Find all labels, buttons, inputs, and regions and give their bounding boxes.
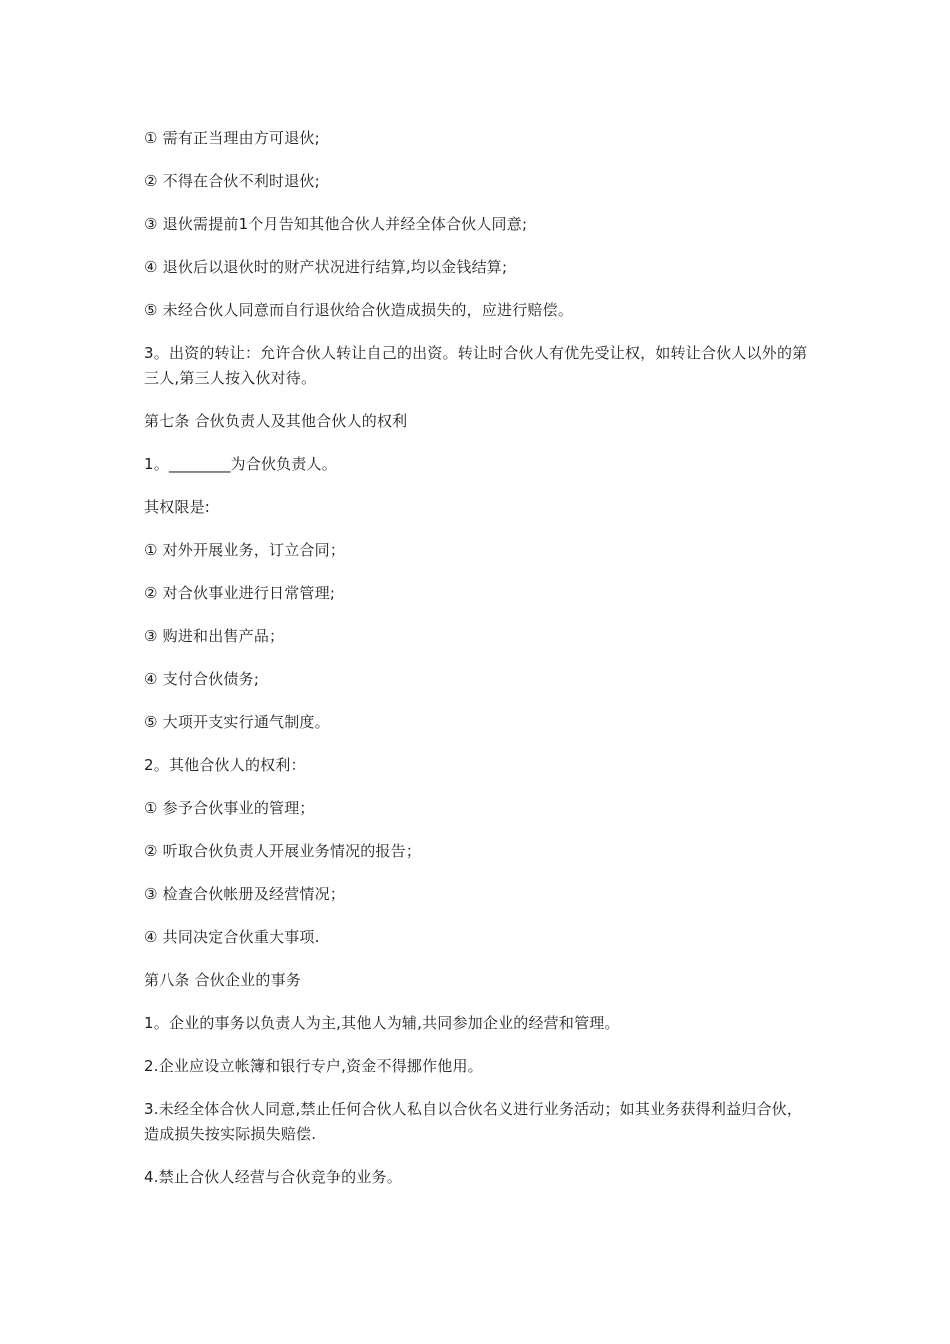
partner-right-3: ③ 检查合伙帐册及经营情况； — [144, 885, 346, 903]
affairs-clause-1: 1。企业的事务以负责人为主,其他人为辅,共同参加企业的经营和管理。 — [144, 1014, 620, 1032]
affairs-clause-4: 4.禁止合伙人经营与合伙竞争的业务。 — [144, 1168, 402, 1186]
authority-item-5: ⑤ 大项开支实行通气制度。 — [144, 713, 330, 731]
withdrawal-condition-2: ② 不得在合伙不利时退伙; — [144, 172, 320, 190]
authority-item-4: ④ 支付合伙债务; — [144, 670, 260, 688]
withdrawal-condition-5: ⑤ 未经合伙人同意而自行退伙给合伙造成损失的，应进行赔偿。 — [144, 301, 574, 319]
capital-transfer-clause: 3。出资的转让：允许合伙人转让自己的出资。转让时合伙人有优先受让权，如转让合伙人以外的第三人,第三人按入伙对待。 — [144, 344, 808, 387]
withdrawal-condition-3: ③ 退伙需提前1个月告知其他合伙人并经全体合伙人同意; — [144, 215, 528, 233]
authority-item-1: ① 对外开展业务，订立合同； — [144, 541, 346, 559]
authority-item-3: ③ 购进和出售产品； — [144, 627, 285, 645]
article-8-heading: 第八条 合伙企业的事务 — [144, 971, 301, 989]
partner-right-1: ① 参予合伙事业的管理； — [144, 799, 315, 817]
authority-intro: 其权限是: — [144, 498, 211, 516]
affairs-clause-3: 3.未经全体合伙人同意,禁止任何合伙人私自以合伙名义进行业务活动；如其业务获得利益归合伙，造成损失按实际损失赔偿. — [144, 1100, 803, 1143]
affairs-clause-2: 2.企业应设立帐簿和银行专户,资金不得挪作他用。 — [144, 1057, 483, 1075]
authority-item-2: ② 对合伙事业进行日常管理; — [144, 584, 336, 602]
withdrawal-condition-1: ① 需有正当理由方可退伙; — [144, 129, 320, 147]
withdrawal-condition-4: ④ 退伙后以退伙时的财产状况进行结算,均以金钱结算; — [144, 258, 508, 276]
article-7-heading: 第七条 合伙负责人及其他合伙人的权利 — [144, 412, 408, 430]
partner-right-4: ④ 共同决定合伙重大事项. — [144, 928, 320, 946]
partner-right-2: ② 听取合伙负责人开展业务情况的报告； — [144, 842, 422, 860]
partner-in-charge-clause: 1。________为合伙负责人。 — [144, 455, 337, 473]
other-partners-rights-heading: 2。其他合伙人的权利： — [144, 756, 306, 774]
document-body — [144, 126, 808, 1208]
